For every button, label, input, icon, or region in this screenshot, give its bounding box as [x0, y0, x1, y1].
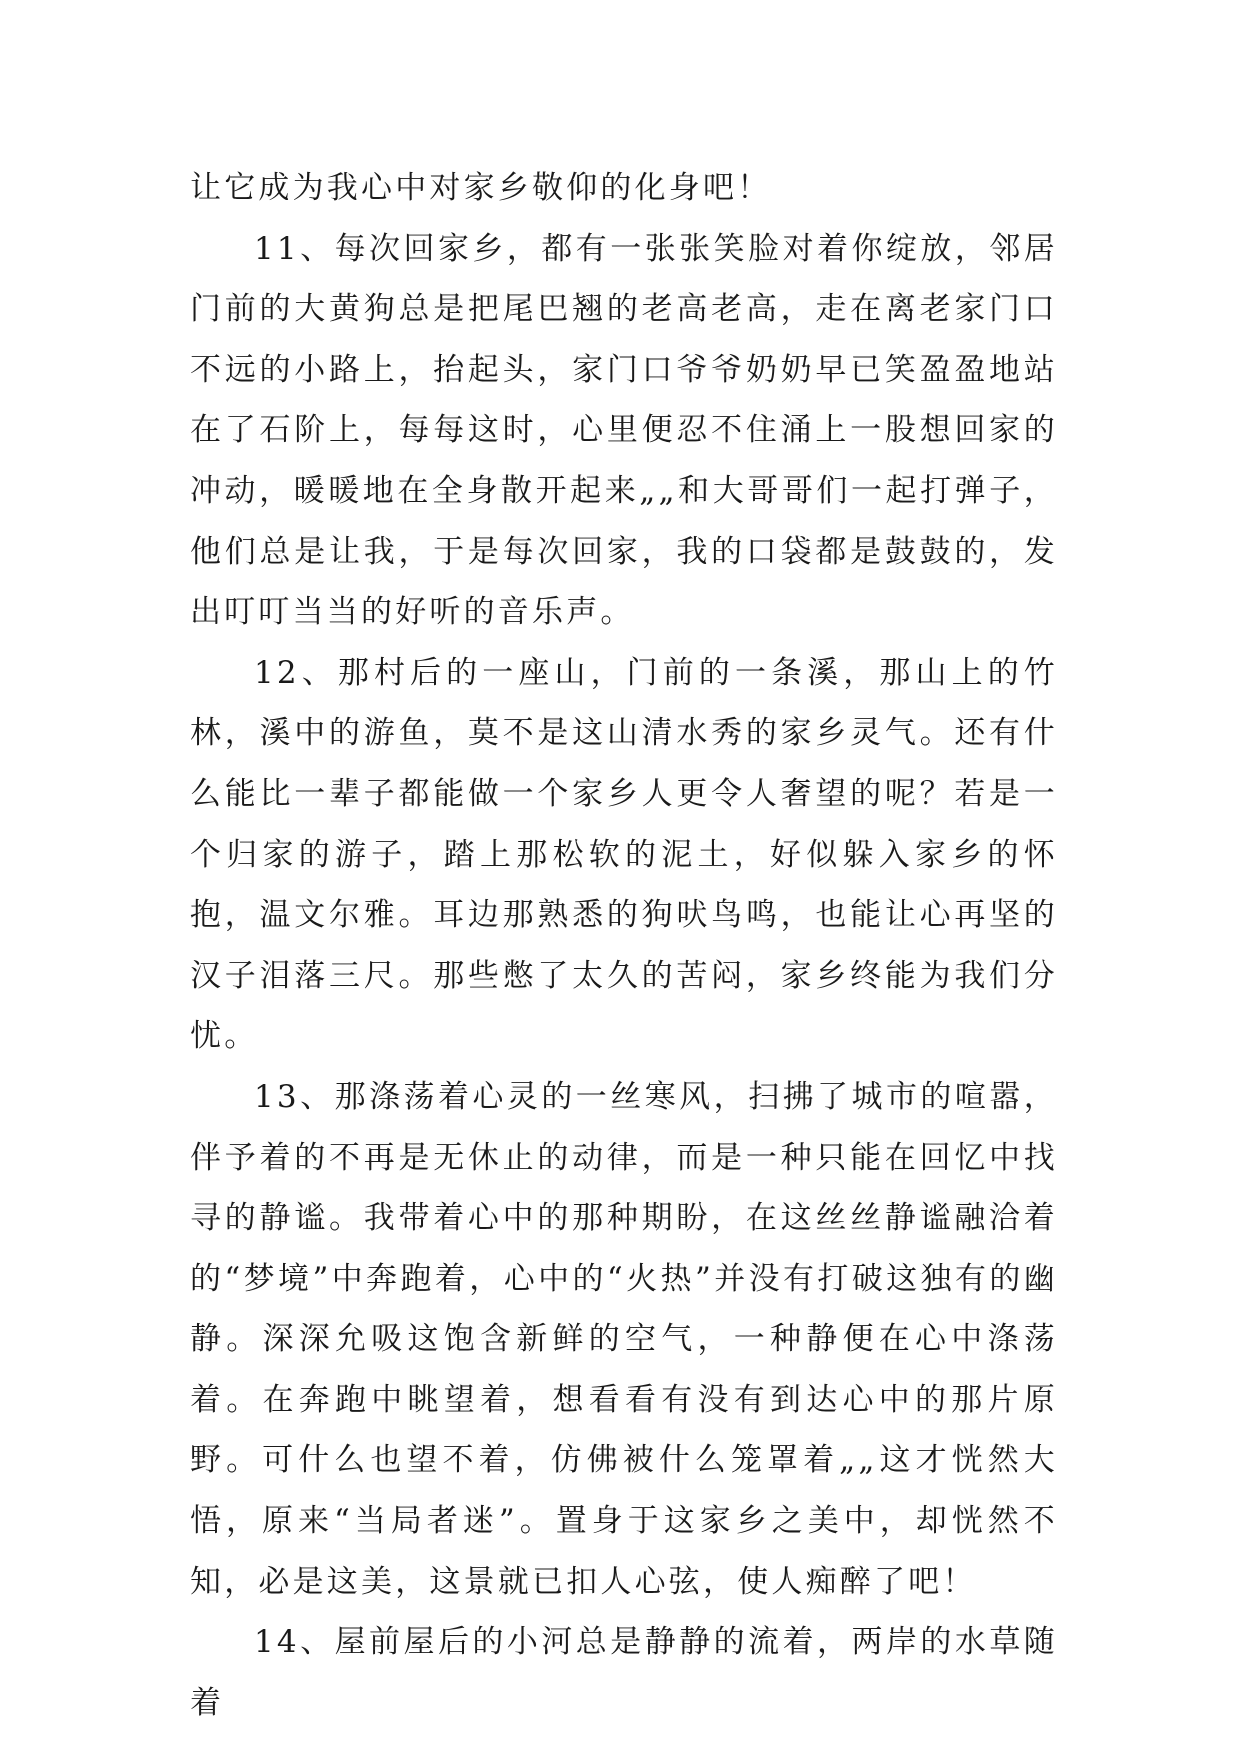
paragraph-continuation: 让它成为我心中对家乡敬仰的化身吧！: [190, 170, 772, 206]
paragraph-12: 12、那村后的一座山，门前的一条溪，那山上的竹林，溪中的游鱼，莫不是这山清水秀的家乡灵气。还有什么能比一辈子都能做一个家乡人更令人奢望的呢？若是一个归家的游子，踏上那松软的泥土，好似躲入家乡的怀抱，温文尔雅。耳边那熟悉的狗吠鸟鸣，也能让心再坚的汉子泪落三尺。那些憋了太久的苦闷，家乡终能为我们分忧。: [190, 654, 1058, 1055]
paragraph-11: 11、每次回家乡，都有一张张笑脸对着你绽放，邻居门前的大黄狗总是把尾巴翘的老高老高，走在离老家门口不远的小路上，抬起头，家门口爷爷奶奶早已笑盈盈地站在了石阶上，每每这时，心里便忍不住涌上一股想回家的冲动，暖暖地在全身散开起来„„和大哥哥们一起打弹子，他们总是让我，于是每次回家，我的口袋都是鼓鼓的，发出叮叮当当的好听的音乐声。: [190, 230, 1058, 631]
paragraph-14: 14、屋前屋后的小河总是静静的流着，两岸的水草随着: [190, 1624, 1058, 1721]
paragraph-13: 13、那涤荡着心灵的一丝寒风，扫拂了城市的喧嚣，伴予着的不再是无休止的动律，而是一种只能在回忆中找寻的静谧。我带着心中的那种期盼，在这丝丝静谧融洽着的“梦境”中奔跑着，心中的“火热”并没有打破这独有的幽静。深深允吸这饱含新鲜的空气，一种静便在心中涤荡着。在奔跑中眺望着，想看看有没有到达心中的那片原野。可什么也望不着，仿佛被什么笼罩着„„这才恍然大悟，原来“当局者迷”。置身于这家乡之美中，却恍然不知，必是这美，这景就已扣人心弦，使人痴醉了吧！: [190, 1078, 1058, 1600]
document-page: [190, 158, 1058, 1733]
